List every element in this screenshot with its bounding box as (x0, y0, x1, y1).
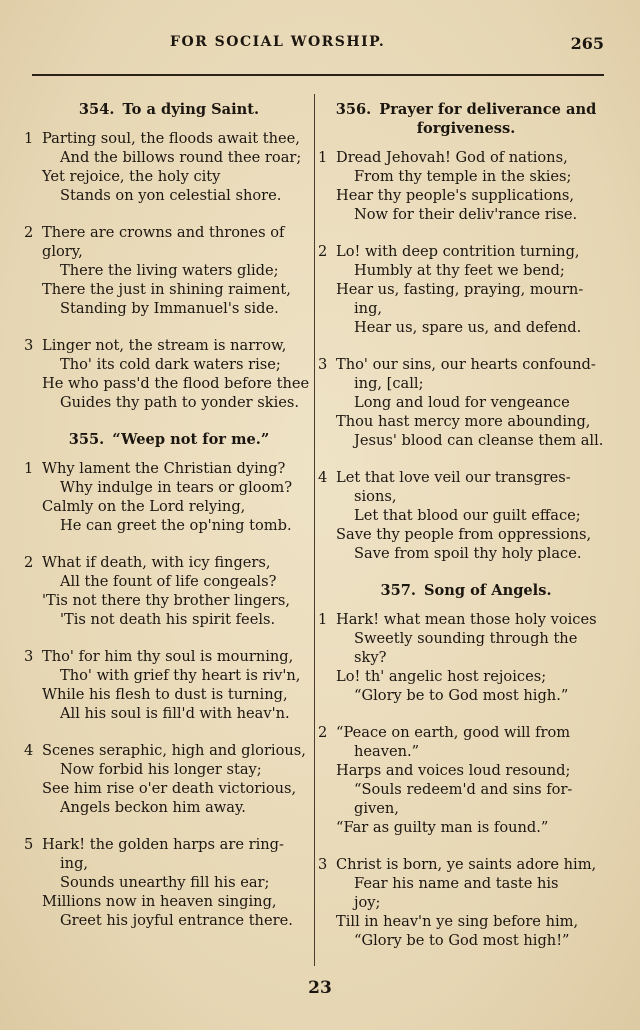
verse-line: Hark! the golden harps are ring- (42, 836, 284, 853)
left-column (24, 100, 314, 948)
stanza-number: 1 (24, 130, 34, 147)
stanza (24, 835, 314, 930)
hymn-title (24, 430, 314, 449)
verse-line: sions, (354, 488, 397, 505)
verse-line: glory, (42, 243, 83, 260)
running-head: FOR SOCIAL WORSHIP. (170, 34, 386, 50)
hymn-number: 357. (380, 582, 416, 599)
page-number: 265 (570, 34, 604, 53)
stanza-number: 3 (24, 648, 34, 665)
verse-line: Sounds unearthy fill his ear; (60, 874, 270, 891)
verse-line: Dread Jehovah! God of nations, (336, 149, 568, 166)
verse-line: ing, [call; (354, 375, 424, 392)
verse-line: Jesus' blood can cleanse them all. (354, 432, 604, 449)
stanza-number: 2 (318, 243, 328, 260)
stanza (318, 242, 614, 337)
verse-line: Standing by Immanuel's side. (60, 300, 279, 317)
verse-line: Tho' its cold dark waters rise; (60, 356, 281, 373)
verse-line: Thou hast mercy more abounding, (336, 413, 591, 430)
stanza-number: 4 (24, 742, 34, 759)
verse-line: Christ is born, ye saints adore him, (336, 856, 597, 873)
verse-line: “Souls redeem'd and sins for- (354, 781, 573, 798)
verse-line: ing, (60, 855, 89, 872)
verse-line: Hark! what mean those holy voices (336, 611, 597, 628)
verse-line: What if death, with icy fingers, (42, 554, 271, 571)
stanza-number: 3 (318, 856, 328, 873)
verse-line: Parting soul, the floods await thee, (42, 130, 300, 147)
verse-line: Now for their deliv'rance rise. (354, 206, 578, 223)
verse-line: There are crowns and thrones of (42, 224, 285, 241)
verse-line: There the just in shining raiment, (42, 281, 291, 298)
stanza-number: 5 (24, 836, 34, 853)
verse-line: Humbly at thy feet we bend; (354, 262, 565, 279)
verse-line: “Peace on earth, good will from (336, 724, 571, 741)
verse-line: Why lament the Christian dying? (42, 460, 286, 477)
verse-line: Tho' our sins, our hearts confound- (336, 356, 596, 373)
stanza-number: 1 (318, 149, 328, 166)
hymn-title-text: Prayer for deliverance and forgiveness. (379, 101, 597, 137)
verse-line: He who pass'd the flood before thee (42, 375, 310, 392)
stanza-number: 2 (24, 554, 34, 571)
stanza (24, 336, 314, 412)
verse-line: Fear his name and taste his (354, 875, 559, 892)
right-column (318, 100, 614, 968)
hymn-title (318, 100, 614, 138)
stanza (318, 148, 614, 224)
hymn-number: 355. (68, 431, 105, 448)
stanza-number: 2 (318, 724, 328, 741)
stanza-number: 1 (318, 611, 328, 628)
verse-line: And the billows round thee roar; (60, 149, 302, 166)
verse-line: Yet rejoice, the holy city (42, 168, 221, 185)
verse-line: Hear us, fasting, praying, mourn- (336, 281, 584, 298)
verse-line: Guides thy path to yonder skies. (60, 394, 300, 411)
page-header (0, 34, 640, 58)
verse-line: Sweetly sounding through the (354, 630, 578, 647)
verse-line: Tho' with grief thy heart is riv'n, (60, 667, 301, 684)
verse-line: From thy temple in the skies; (354, 168, 572, 185)
verse-line: All the fount of life congeals? (60, 573, 277, 590)
stanza (318, 855, 614, 950)
verse-line: Angels beckon him away. (60, 799, 246, 816)
stanza (24, 741, 314, 817)
stanza (318, 468, 614, 563)
stanza (24, 459, 314, 535)
verse-line: Hear us, spare us, and defend. (354, 319, 582, 336)
verse-line: sky? (354, 649, 387, 666)
verse-line: Long and loud for vengeance (354, 394, 570, 411)
verse-line: “Glory be to God most high.” (354, 687, 569, 704)
hymn-number: 354. (78, 101, 115, 118)
hymn-title-text: “Weep not for me.” (112, 431, 270, 448)
verse-line: Lo! th' angelic host rejoices; (336, 668, 547, 685)
stanza (24, 223, 314, 318)
verse-line: Now forbid his longer stay; (60, 761, 262, 778)
verse-line: Hear thy people's supplications, (336, 187, 575, 204)
hymn-title-text: Song of Angels. (424, 582, 552, 599)
verse-line: While his flesh to dust is turning, (42, 686, 288, 703)
verse-line: He can greet the op'ning tomb. (60, 517, 292, 534)
verse-line: Scenes seraphic, high and glorious, (42, 742, 306, 759)
hymn-title-text: To a dying Saint. (122, 101, 260, 118)
verse-line: Calmly on the Lord relying, (42, 498, 246, 515)
verse-line: given, (354, 800, 399, 817)
verse-line: “Glory be to God most high!” (354, 932, 570, 949)
stanza-number: 2 (24, 224, 34, 241)
verse-line: “Far as guilty man is found.” (336, 819, 549, 836)
verse-line: Let that love veil our transgres- (336, 469, 571, 486)
verse-line: 'Tis not death his spirit feels. (60, 611, 276, 628)
verse-line: Harps and voices loud resound; (336, 762, 571, 779)
verse-line: Tho' for him thy soul is mourning, (42, 648, 294, 665)
header-rule (32, 74, 604, 76)
stanza (318, 355, 614, 450)
stanza (24, 647, 314, 723)
verse-line: All his soul is fill'd with heav'n. (60, 705, 290, 722)
verse-line: ing, (354, 300, 383, 317)
stanza-number: 3 (318, 356, 328, 373)
hymn-title (318, 581, 614, 600)
verse-line: joy; (354, 894, 381, 911)
column-divider (314, 94, 315, 966)
stanza (318, 610, 614, 705)
verse-line: Millions now in heaven singing, (42, 893, 277, 910)
stanza (318, 723, 614, 837)
stanza (24, 129, 314, 205)
verse-line: Stands on yon celestial shore. (60, 187, 282, 204)
verse-line: There the living waters glide; (60, 262, 279, 279)
verse-line: Greet his joyful entrance there. (60, 912, 293, 929)
signature-mark: 23 (308, 978, 332, 998)
stanza-number: 3 (24, 337, 34, 354)
stanza (24, 553, 314, 629)
verse-line: Why indulge in tears or gloom? (60, 479, 293, 496)
verse-line: See him rise o'er death victorious, (42, 780, 297, 797)
stanza-number: 1 (24, 460, 34, 477)
verse-line: Save thy people from oppressions, (336, 526, 592, 543)
hymn-title (24, 100, 314, 119)
verse-line: 'Tis not there thy brother lingers, (42, 592, 290, 609)
stanza-number: 4 (318, 469, 328, 486)
verse-line: Lo! with deep contrition turning, (336, 243, 580, 260)
verse-line: Linger not, the stream is narrow, (42, 337, 287, 354)
verse-line: Save from spoil thy holy place. (354, 545, 582, 562)
verse-line: heaven.” (354, 743, 420, 760)
verse-line: Till in heav'n ye sing before him, (336, 913, 579, 930)
hymn-number: 356. (335, 101, 372, 118)
verse-line: Let that blood our guilt efface; (354, 507, 581, 524)
